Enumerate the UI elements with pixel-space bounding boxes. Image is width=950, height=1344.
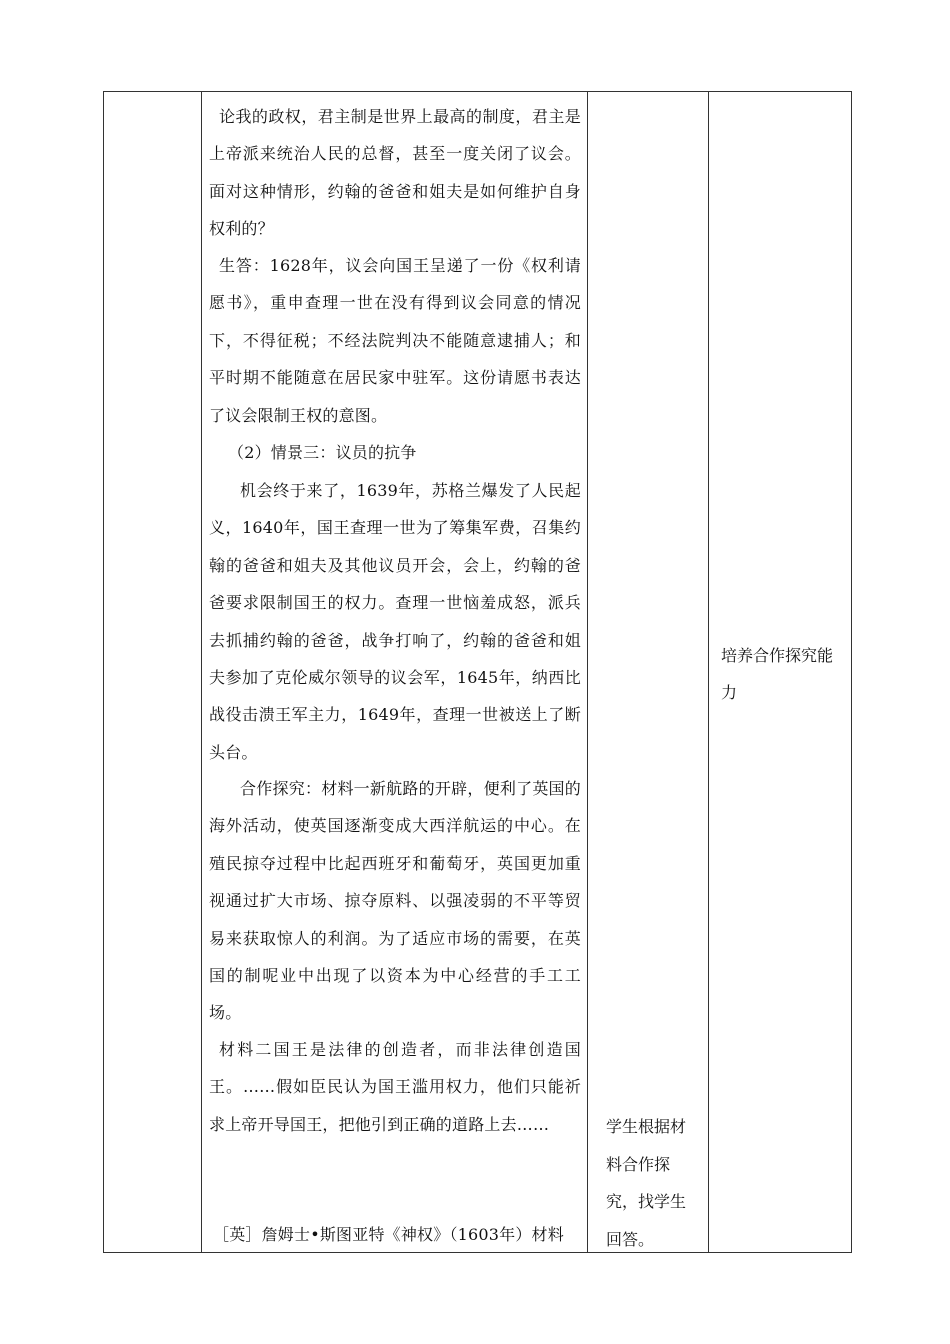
design-intent-text: 培养合作探究能力 [721,646,834,702]
design-intent-cell [709,92,852,1253]
student-activity-text: 学生根据材料合作探究，找学生回答。 [606,1117,687,1249]
scene-three-paragraph: 机会终于来了，1639年，苏格兰爆发了人民起义，1640年，国王查理一世为了筹集军费，召集约翰的爸爸和姐夫及其他议员开会，会上，约翰的爸爸要求限制国王的权力。查理一世恼羞成怒，派兵去抓捕约翰的爸爸，战争打响了，约翰的爸爸和姐夫参加了克伦威尔领导的议会军，1645年，纳西比战役击溃王军主力，1649年，查理一世被送上了断头台。 [209,481,581,762]
charles-rule-paragraph: 论我的政权，君主制是世界上最高的制度，君主是上帝派来统治人民的总督，甚至一度关闭了议会。面对这种情形，约翰的爸爸和姐夫是如何维护自身权利的？ [209,107,581,239]
scene-three-heading: （2）情景三：议员的抗争 [228,443,417,462]
material-two-paragraph: 材料二国王是法律的创造者，而非法律创造国王。……假如臣民认为国王滥用权力，他们只能祈求上帝开导国王，把他引到正确的道路上去…… [209,1040,581,1134]
cooperative-material-one-paragraph: 合作探究：材料一新航路的开辟，便利了英国的海外活动，使英国逐渐变成大西洋航运的中心。在殖民掠夺过程中比起西班牙和葡萄牙，英国更加重视通过扩大市场、掠夺原料、以强凌弱的不平等贸易来获取惊人的利润。为了适应市场的需要，在英国的制呢业中出现了以资本为中心经营的手工工场。 [209,779,581,1023]
lesson-plan-table [103,91,852,1253]
table-row [104,92,852,1253]
material-source-line: ［英］詹姆士•斯图亚特《神权》（1603年）材料 [213,1225,564,1244]
section-cell-empty [104,92,202,1253]
student-activity-cell [588,92,709,1253]
teaching-process-cell [202,92,588,1253]
student-answer-paragraph: 生答：1628年，议会向国王呈递了一份《权利请愿书》，重申查理一世在没有得到议会同意的情况下，不得征税；不经法院判决不能随意逮捕人；和平时期不能随意在居民家中驻军。这份请愿书表达了议会限制王权的意图。 [209,256,581,425]
